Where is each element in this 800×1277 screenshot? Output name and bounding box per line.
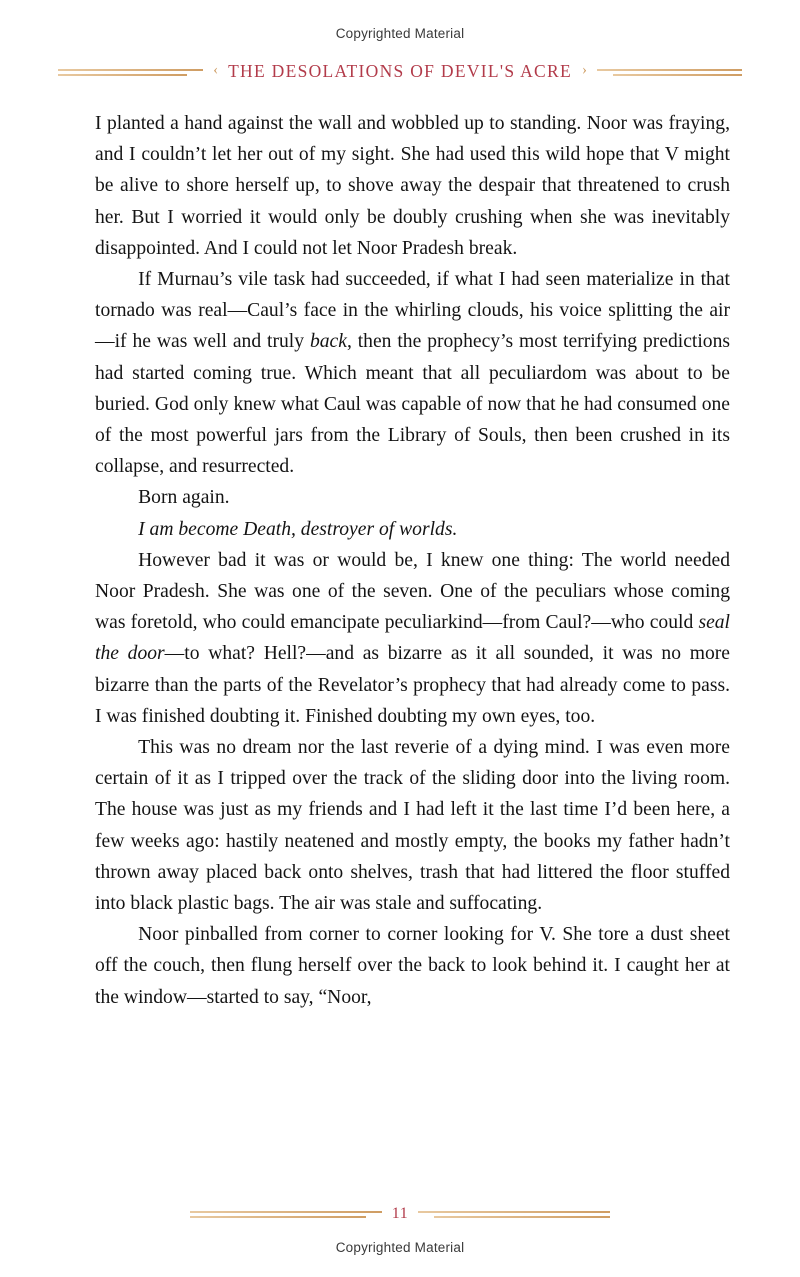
folio-rule-right [418, 1207, 610, 1221]
emphasis-text: seal the door [95, 612, 730, 665]
paragraph [95, 482, 730, 513]
paragraph [95, 545, 730, 732]
page-body-text [0, 82, 800, 1013]
chevron-right-icon: › [581, 62, 587, 78]
chevron-left-icon: ‹ [213, 62, 219, 78]
text-run: I planted a hand against the wall and wobbled up to standing. Noor was fraying, and I couldn’t let her out of my sight. She had used this wild hope that V might be alive to shore herself up, to shove away the despair that threatened to crush her. But I worried it would only be doubly crushing when she was inevitably disappointed. And I could not let Noor Pradesh break. [95, 113, 730, 259]
paragraph [95, 108, 730, 264]
ornamental-rule-right [597, 65, 742, 79]
emphasis-text: I am become Death, destroyer of worlds. [138, 518, 458, 540]
ornamental-rule-left [58, 65, 203, 79]
emphasis-text: back [309, 331, 347, 353]
text-run: Born again. [138, 487, 230, 509]
folio-rule-left [190, 1207, 382, 1221]
text-run: If Murnau’s vile task had succeeded, if what I had seen materialize in that tornado was real—Caul’s face in the whirling clouds, his voice splitting the air—if he was well and truly [95, 269, 730, 353]
paragraph [95, 264, 730, 482]
running-head [0, 47, 800, 82]
copyright-watermark-bottom: Copyrighted Material [0, 1240, 800, 1255]
text-run: —to what? Hell?—and as bizarre as it all sounded, it was no more bizarre than the parts of the Revelator’s prophecy that had already come to pass. I was finished doubting it. Finished doubting my own eyes, too. [95, 643, 730, 727]
page-number: 11 [391, 1205, 409, 1222]
paragraph [95, 514, 730, 545]
paragraph [95, 732, 730, 919]
text-run: However bad it was or would be, I knew one thing: The world needed Noor Pradesh. She was one of the seven. One of the peculiars whose coming was foretold, who could emancipate peculiarkind—from Caul?—who could [95, 549, 730, 634]
text-run: Noor pinballed from corner to corner looking for V. She tore a dust sheet off the couch, then flung herself over the back to look behind it. I caught her at the window—started to say, “Noor, [95, 924, 730, 1008]
text-run: , then the prophecy’s most terrifying predictions had started coming true. Which meant that all peculiardom was about to be buried. God only knew what Caul was capable of now that he had consumed one of the most powerful jars from the Library of Souls, then been crushed in its collapse, and resurrected. [95, 331, 731, 478]
folio [0, 1205, 800, 1223]
running-head-title: THE DESOLATIONS OF DEVIL'S ACRE [228, 61, 572, 81]
text-run: This was no dream nor the last reverie of a dying mind. I was even more certain of it as I tripped over the track of the sliding door into the living room. The house was just as my friends and I had left it the last time I’d been here, a few weeks ago: hastily neatened and mostly empty, the books my father hadn’t thrown away placed back onto shelves, trash that had littered the floor stuffed into black plastic bags. The air was stale and suffocating. [95, 737, 730, 915]
paragraph [95, 919, 730, 1013]
copyright-watermark-top: Copyrighted Material [0, 0, 800, 47]
